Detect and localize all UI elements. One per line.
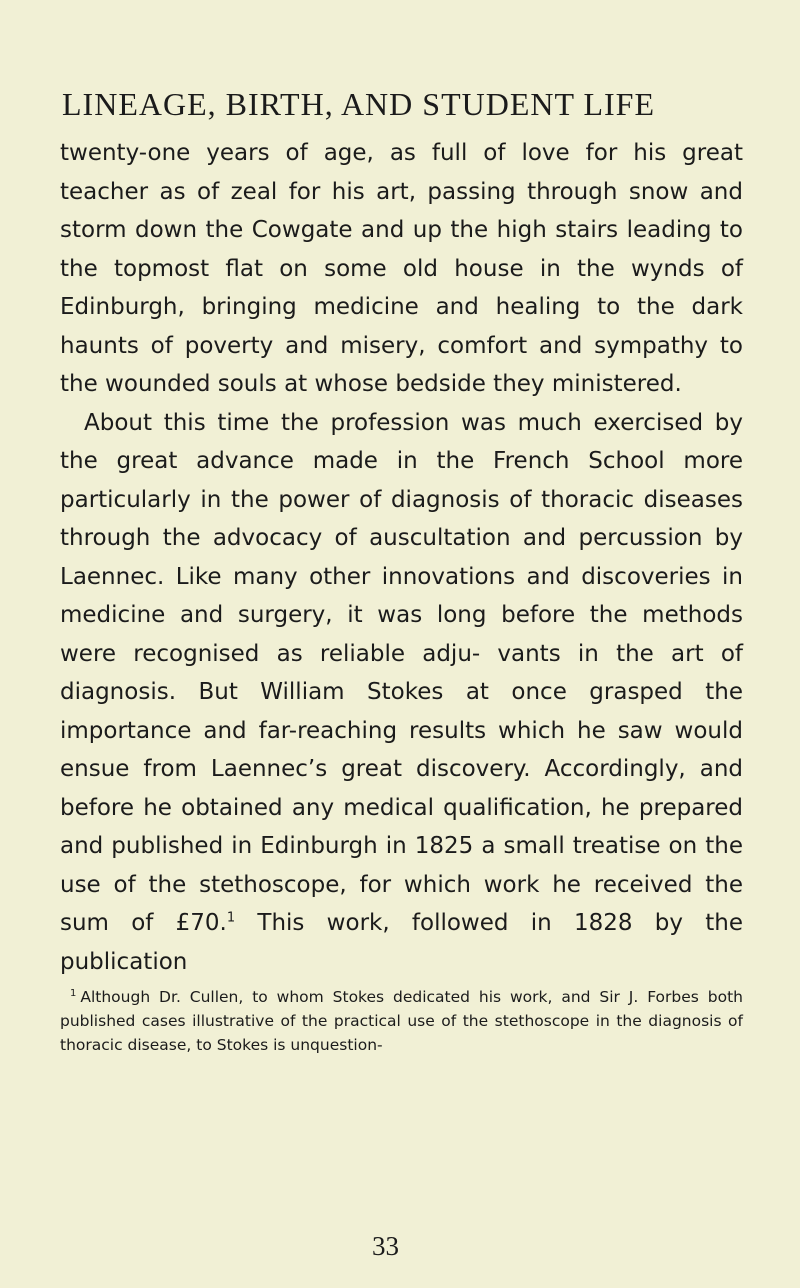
footnote xyxy=(60,985,743,1057)
paragraph-2-text: About this time the profession was much exercised by the great advance made in the French School more particularly in the power of diagnosis of thoracic diseases through the advocacy of auscultation and percussion by Laennec. Like many other innovations and discoveries in medicine and surgery, it was long before the methods were recognised as reliable adju- vants in the art of diagnosis. But William Stokes at once grasped the importance and far-reaching results which he saw would ensue from Laennec’s great discovery. Accordingly, and before he obtained any medical qualification, he prepared and published in Edinburgh in 1825 a small treatise on the use of the stethoscope, for which work he received the sum of £70. xyxy=(60,409,743,936)
footnote-text: Although Dr. Cullen, to whom Stokes dedicated his work, and Sir J. Forbes both published cases illustrative of the practical use of the stethoscope in the diagnosis of thoracic disease, to Stokes is unquestion- xyxy=(60,988,743,1054)
page-number: 33 xyxy=(372,1231,399,1261)
book-page xyxy=(60,84,743,1057)
paragraph-2 xyxy=(60,404,743,982)
paragraph-2-continuation: This work, followed in 1828 by the publication xyxy=(60,910,744,975)
body-text xyxy=(60,134,743,981)
footnote-reference: 1 xyxy=(226,910,236,926)
footnote-marker: 1 xyxy=(70,987,77,999)
running-head: LINEAGE, BIRTH, AND STUDENT LIFE xyxy=(62,86,655,122)
paragraph-1: twenty-one years of age, as full of love for his great teacher as of zeal for his art, passing through snow and storm down the Cowgate and up the high stairs leading to the topmost flat on some old house in the wynds of Edinburgh, bringing medicine and healing to the dark haunts of poverty and misery, comfort and sympathy to the wounded souls at whose bedside they ministered. xyxy=(60,140,743,397)
